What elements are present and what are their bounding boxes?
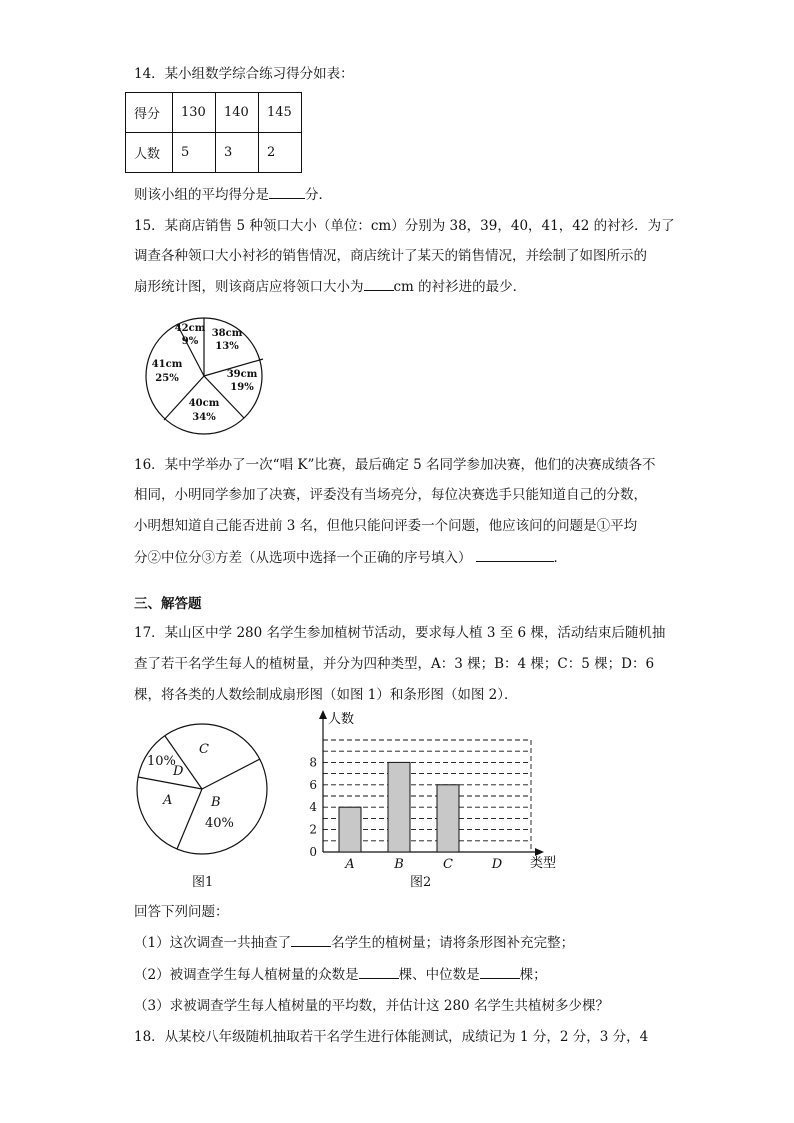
q17-sub1-b: 名学生的植树量；请将条形图补充完整； (331, 935, 575, 951)
bar-a (339, 807, 361, 852)
q18-line1: 18．从某校八年级随机抽取若干名学生进行体能测试，成绩记为 1 分，2 分，3 分，4 (134, 1029, 649, 1045)
section-title: 三、解答题 (134, 596, 202, 612)
table-cell: 130 (173, 93, 216, 133)
y-tick-label: 2 (309, 822, 317, 837)
q16-line4-text: 分②中位分③方差（从选项中选择一个正确的序号填入） (134, 550, 472, 566)
x-axis-label: 类型 (530, 856, 557, 871)
q14-tail (134, 184, 332, 205)
slice-label-a: A (163, 793, 173, 808)
q15-line1: 15．某商店销售 5 种领口大小（单位：cm）分别为 38，39，40，41，42 的衬衫．为了 (134, 218, 675, 234)
x-tick-label: A (345, 857, 355, 871)
q16-line2: 相同，小明同学参加了决赛，评委没有当场亮分，每位决赛选手只能知道自己的分数， (134, 487, 647, 503)
planting-pie-chart (133, 719, 273, 861)
q15-line3-b: cm 的衬衫进的最少． (393, 279, 527, 295)
q16-line4 (134, 547, 567, 568)
x-tick-label: D (491, 857, 503, 871)
table-cell: 3 (216, 133, 259, 173)
answer-blank[interactable] (364, 276, 394, 291)
q17-sub2 (134, 964, 547, 985)
y-axis-arrow (319, 710, 327, 719)
table-cell: 140 (216, 93, 259, 133)
q16-line1: 16．某中学举办了一次“唱 K”比赛，最后确定 5 名同学参加决赛，他们的决赛成绩各不 (134, 457, 656, 473)
slice-label-d: D (173, 764, 184, 779)
x-tick-label: C (443, 857, 453, 871)
q17-line1: 17．某山区中学 280 名学生参加植树节活动，要求每人植 3 至 6 棵，活动结束后随机抽 (134, 625, 666, 641)
shirt-size-pie-chart (137, 314, 277, 438)
y-axis-label: 人数 (328, 712, 355, 727)
slice-pct-42: 9% (181, 336, 199, 347)
table-cell: 得分 (126, 93, 173, 133)
q15-line3-a: 扇形统计图，则该商店应将领口大小为 (134, 279, 364, 295)
y-tick-label: 0 (309, 845, 317, 859)
x-axis-arrow (535, 848, 544, 856)
q14-tail-a: 则该小组的平均得分是 (134, 187, 269, 203)
slice-pct-39: 19% (230, 382, 254, 393)
bar-b (388, 762, 410, 852)
q17-sub1-a: （1）这次调查一共抽查了 (134, 935, 292, 951)
slice-label-b: B (211, 795, 221, 810)
q17-sub2-b: 棵、中位数是 (398, 967, 480, 983)
q17-sub1 (134, 932, 574, 953)
q15-line3 (134, 276, 526, 297)
q17-line2: 查了若干名学生每人的植树量，并分为四种类型，A：3 棵；B：4 棵；C：5 棵；D：6 (134, 656, 655, 672)
table-cell: 145 (259, 93, 302, 133)
q17-line3: 棵，将各类的人数绘制成扇形图（如图 1）和条形图（如图 2）． (134, 687, 518, 703)
slice-pct-38: 13% (215, 341, 239, 352)
answer-blank[interactable] (476, 547, 554, 562)
bar-c (437, 785, 459, 852)
slice-label-c: C (199, 742, 209, 757)
q17-sub2-c: 棵； (519, 967, 547, 983)
figure-caption-2: 图2 (410, 875, 432, 890)
answer-blank[interactable] (480, 964, 520, 979)
planting-bar-chart (298, 706, 568, 871)
y-tick-label: 6 (309, 777, 317, 792)
q16-line4-end: ． (553, 550, 567, 566)
slice-label-40: 40cm (188, 398, 220, 409)
answer-blank[interactable] (269, 184, 305, 199)
figure-caption-1: 图1 (192, 875, 214, 890)
q14-stem: 14．某小组数学综合练习得分如表： (134, 66, 354, 82)
q17-sub3: （3）求被调查学生每人植树量的平均数，并估计这 280 名学生共植树多少棵？ (134, 998, 609, 1014)
score-table (125, 92, 302, 173)
slice-label-41: 41cm (151, 359, 183, 370)
slice-label-42: 42cm (174, 323, 206, 334)
q16-line3: 小明想知道自己能否进前 3 名，但他只能问评委一个问题，他应该问的问题是①平均 (134, 518, 638, 534)
table-cell: 人数 (126, 133, 173, 173)
table-cell: 2 (259, 133, 302, 173)
table-cell: 5 (173, 133, 216, 173)
slice-label-38: 38cm (211, 328, 243, 339)
table-row (126, 133, 302, 173)
slice-pct-41: 25% (155, 373, 179, 384)
y-tick-label: 4 (309, 800, 317, 815)
slice-pct-40: 34% (192, 412, 216, 423)
slice-pct-d: 10% (147, 754, 176, 769)
q14-tail-b: 分． (305, 187, 332, 203)
y-tick-label: 8 (309, 755, 317, 770)
q17-sub2-a: （2）被调查学生每人植树量的众数是 (134, 967, 359, 983)
q15-line2: 调查各种领口大小衬衫的销售情况，商店统计了某天的销售情况，并绘制了如图所示的 (134, 248, 647, 264)
answer-blank[interactable] (359, 964, 399, 979)
answer-blank[interactable] (291, 932, 331, 947)
slice-label-39: 39cm (226, 369, 258, 380)
x-tick-label: B (394, 857, 404, 871)
table-row (126, 93, 302, 133)
q17-answer-intro: 回答下列问题： (134, 904, 229, 920)
slice-pct-b: 40% (205, 816, 234, 831)
